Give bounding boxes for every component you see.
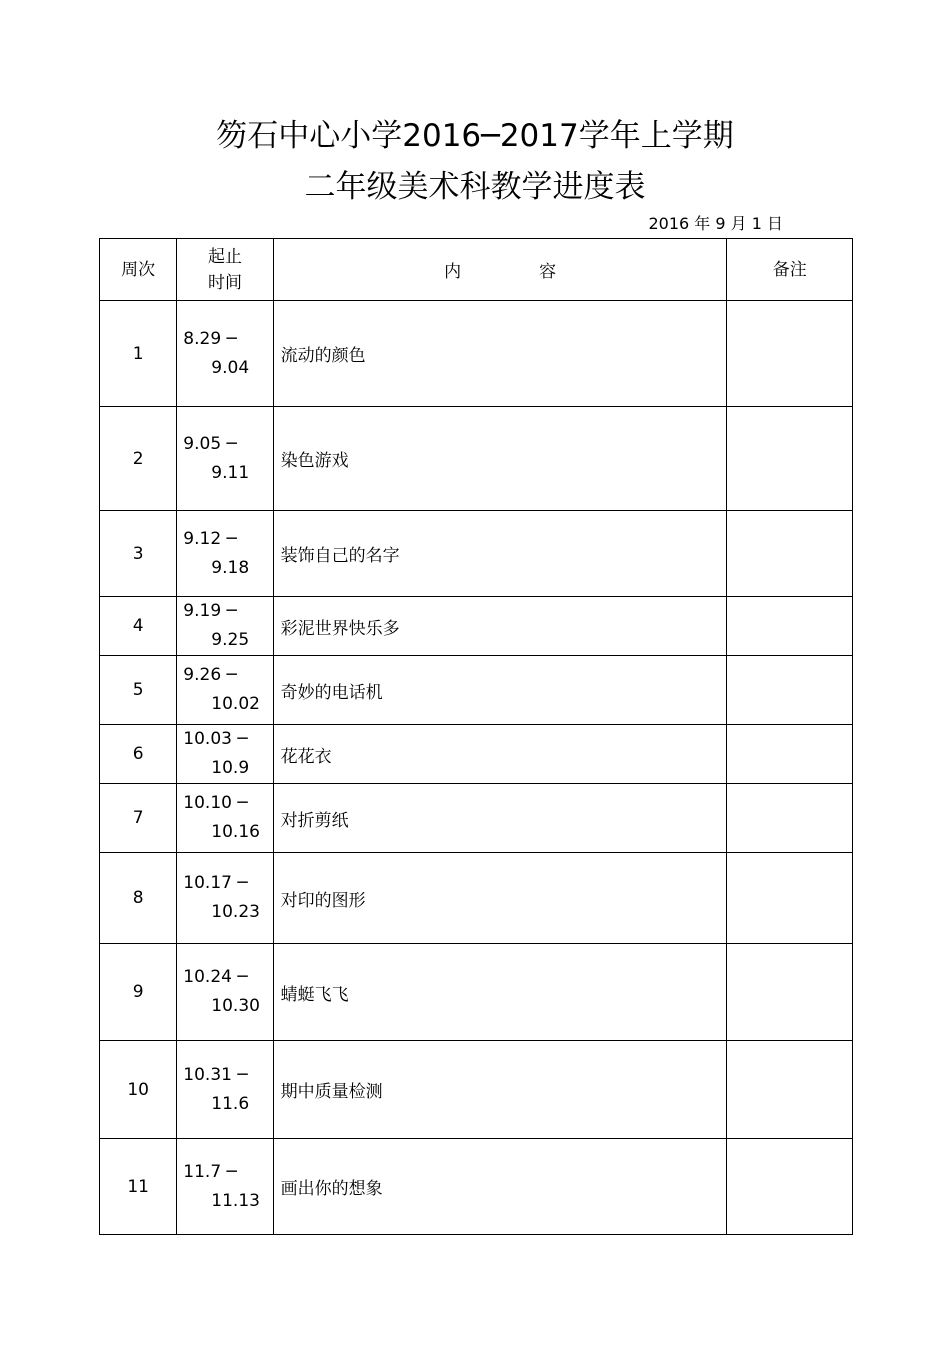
document-subtitle: 二年级美术科教学进度表 bbox=[304, 169, 646, 205]
period-start: 9.05 ─ bbox=[183, 433, 237, 454]
week-cell: 6 bbox=[100, 725, 177, 784]
period-start: 9.19 ─ bbox=[183, 601, 237, 621]
table-row bbox=[100, 407, 853, 511]
notes-cell bbox=[727, 407, 853, 511]
period-cell bbox=[177, 784, 273, 853]
period-cell bbox=[177, 1139, 273, 1235]
week-cell: 11 bbox=[100, 1139, 177, 1235]
table-body bbox=[100, 301, 853, 1235]
content-cell: 彩泥世界快乐多 bbox=[273, 597, 727, 656]
week-cell: 5 bbox=[100, 656, 177, 725]
notes-cell bbox=[727, 944, 853, 1041]
period-cell bbox=[177, 407, 273, 511]
period-start: 9.26 ─ bbox=[183, 665, 237, 685]
table-row bbox=[100, 656, 853, 725]
table-row bbox=[100, 511, 853, 597]
period-cell bbox=[177, 597, 273, 656]
period-end: 10.16 bbox=[211, 822, 260, 842]
content-cell: 对折剪纸 bbox=[273, 784, 727, 853]
period-cell bbox=[177, 656, 273, 725]
content-cell: 蜻蜓飞飞 bbox=[273, 944, 727, 1041]
week-cell: 10 bbox=[100, 1041, 177, 1139]
period-start: 9.12 ─ bbox=[183, 528, 237, 549]
week-cell: 9 bbox=[100, 944, 177, 1041]
period-end: 11.6 bbox=[211, 1093, 250, 1114]
header-period-line2: 时间 bbox=[207, 272, 242, 293]
table-row bbox=[100, 301, 853, 407]
table-row bbox=[100, 853, 853, 944]
header-period bbox=[177, 239, 273, 301]
week-cell: 4 bbox=[100, 597, 177, 656]
period-end: 10.9 bbox=[211, 758, 250, 778]
notes-cell bbox=[727, 656, 853, 725]
notes-cell bbox=[727, 301, 853, 407]
content-cell: 对印的图形 bbox=[273, 853, 727, 944]
notes-cell bbox=[727, 1139, 853, 1235]
header-content bbox=[273, 239, 727, 301]
period-end: 9.04 bbox=[211, 357, 250, 378]
content-cell: 装饰自己的名字 bbox=[273, 511, 727, 597]
period-end: 11.13 bbox=[211, 1190, 260, 1211]
period-start: 10.24 ─ bbox=[183, 967, 248, 987]
document-title: 笏石中心小学2016─2017学年上学期 bbox=[216, 118, 734, 154]
week-cell: 1 bbox=[100, 301, 177, 407]
content-cell: 花花衣 bbox=[273, 725, 727, 784]
period-start: 10.03 ─ bbox=[183, 729, 248, 749]
notes-cell bbox=[727, 597, 853, 656]
period-start: 10.17 ─ bbox=[183, 873, 248, 893]
header-notes: 备注 bbox=[727, 239, 853, 301]
period-start: 10.31 ─ bbox=[183, 1064, 248, 1085]
header-period-line1: 起止 bbox=[207, 246, 242, 267]
week-cell: 3 bbox=[100, 511, 177, 597]
header-content-left: 内 bbox=[444, 262, 462, 282]
table-row bbox=[100, 1041, 853, 1139]
notes-cell bbox=[727, 784, 853, 853]
table-row bbox=[100, 944, 853, 1041]
period-end: 9.11 bbox=[211, 462, 250, 483]
table-row bbox=[100, 597, 853, 656]
table-header-row bbox=[100, 239, 853, 301]
notes-cell bbox=[727, 725, 853, 784]
notes-cell bbox=[727, 1041, 853, 1139]
table-row bbox=[100, 784, 853, 853]
content-cell: 流动的颜色 bbox=[273, 301, 727, 407]
header-week: 周次 bbox=[100, 239, 177, 301]
schedule-table bbox=[99, 238, 853, 1235]
period-cell bbox=[177, 944, 273, 1041]
period-cell bbox=[177, 853, 273, 944]
week-cell: 2 bbox=[100, 407, 177, 511]
period-end: 10.30 bbox=[211, 996, 260, 1016]
table-row bbox=[100, 1139, 853, 1235]
period-start: 8.29 ─ bbox=[183, 328, 237, 349]
notes-cell bbox=[727, 511, 853, 597]
period-end: 10.23 bbox=[211, 902, 260, 922]
period-start: 10.10 ─ bbox=[183, 793, 248, 813]
week-cell: 7 bbox=[100, 784, 177, 853]
period-end: 9.18 bbox=[211, 557, 250, 578]
table-row bbox=[100, 725, 853, 784]
notes-cell bbox=[727, 853, 853, 944]
week-cell: 8 bbox=[100, 853, 177, 944]
content-cell: 画出你的想象 bbox=[273, 1139, 727, 1235]
period-cell bbox=[177, 511, 273, 597]
period-end: 9.25 bbox=[211, 630, 250, 650]
content-cell: 期中质量检测 bbox=[273, 1041, 727, 1139]
period-cell bbox=[177, 1041, 273, 1139]
period-cell bbox=[177, 301, 273, 407]
period-cell bbox=[177, 725, 273, 784]
content-cell: 染色游戏 bbox=[273, 407, 727, 511]
period-end: 10.02 bbox=[211, 694, 260, 714]
content-cell: 奇妙的电话机 bbox=[273, 656, 727, 725]
header-content-right: 容 bbox=[539, 262, 557, 282]
period-start: 11.7 ─ bbox=[183, 1161, 237, 1182]
document-date: 2016 年 9 月 1 日 bbox=[648, 214, 783, 233]
